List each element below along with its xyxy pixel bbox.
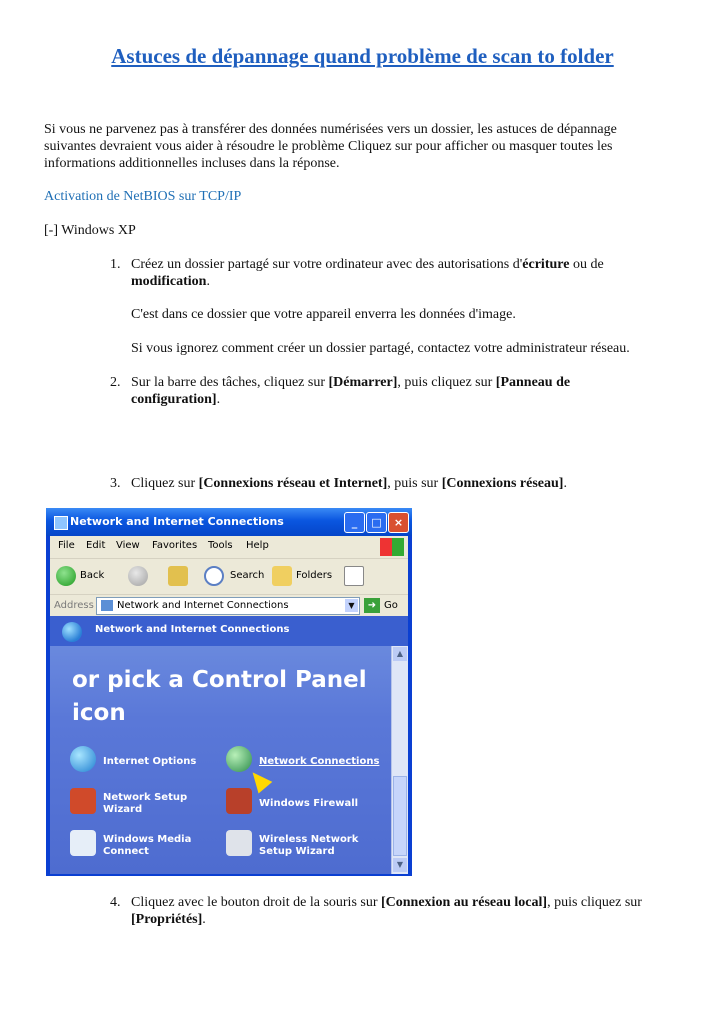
step-text: Cliquez avec le bouton droit de la souris sur <box>131 895 381 910</box>
intro-line: Si vous ne parvenez pas à transférer des données numérisées vers un dossier, les astuces de dépannage <box>44 122 617 137</box>
step-text: . <box>206 274 210 289</box>
up-folder-icon <box>168 566 188 586</box>
scroll-thumb <box>393 776 407 856</box>
intro-paragraph <box>44 121 684 172</box>
step-text: . <box>202 912 206 927</box>
step-bold: modification <box>131 274 207 289</box>
folders-label: Folders <box>296 570 333 581</box>
netbios-link[interactable]: Activation de NetBIOS sur TCP/IP <box>44 189 242 204</box>
media-connect-icon <box>70 830 96 856</box>
step-2-text <box>131 374 676 408</box>
folder-icon <box>54 516 68 530</box>
menu-tools: Tools <box>208 540 233 551</box>
menu-edit: Edit <box>86 540 106 551</box>
step-4-text <box>131 894 676 928</box>
views-icon <box>344 566 364 586</box>
minimize-icon: _ <box>344 512 365 533</box>
firewall-icon <box>226 788 252 814</box>
step-bold: configuration] <box>131 392 217 407</box>
folders-icon <box>272 566 292 586</box>
step-text: . <box>216 392 221 407</box>
step-1-note: Si vous ignorez comment créer un dossier partagé, contactez votre administrateur réseau. <box>131 341 630 356</box>
step-text: Cliquez sur <box>131 476 199 491</box>
content-pane <box>50 616 408 874</box>
network-setup-icon <box>70 788 96 814</box>
step-bold: [Connexions réseau et Internet] <box>198 476 388 491</box>
address-label: Address <box>54 600 94 611</box>
step-number: 1. <box>110 257 121 272</box>
step-1-text <box>131 256 676 290</box>
step-1-note: C'est dans ce dossier que votre appareil enverra les données d'image. <box>131 307 516 322</box>
step-bold: [Connexion au réseau local] <box>381 895 548 910</box>
toolbar <box>50 558 408 595</box>
internet-options-icon <box>70 746 96 772</box>
control-panel-icon <box>101 600 113 611</box>
maximize-icon: □ <box>366 512 387 533</box>
address-bar <box>50 594 408 617</box>
close-icon: × <box>388 512 409 533</box>
windows-flag-icon <box>380 538 404 556</box>
internet-options-item: Internet Options <box>103 756 197 767</box>
step-text: . <box>563 476 567 491</box>
wireless-setup-item <box>259 834 358 858</box>
window-title: Network and Internet Connections <box>70 515 284 528</box>
network-connections-item: Network Connections <box>259 756 380 767</box>
step-text: , puis cliquez sur <box>397 375 496 390</box>
pick-icon-heading <box>72 664 367 730</box>
go-label: Go <box>384 600 398 611</box>
network-connections-icon <box>226 746 252 772</box>
step-text: , puis cliquez sur <box>547 895 642 910</box>
chevron-down-icon: ▼ <box>345 599 358 612</box>
menu-help: Help <box>246 540 269 551</box>
heading-line: icon <box>72 700 126 726</box>
step-bold: [Propriétés] <box>131 912 203 927</box>
menu-file: File <box>58 540 75 551</box>
wireless-icon <box>226 830 252 856</box>
item-line: Wizard <box>103 804 143 815</box>
scrollbar <box>391 646 408 874</box>
step-bold: [Démarrer] <box>328 375 398 390</box>
step-number: 2. <box>110 375 121 390</box>
step-bold: [Connexions réseau] <box>441 476 564 491</box>
step-text: Créez un dossier partagé sur votre ordinateur avec des autorisations d' <box>131 257 523 272</box>
search-icon <box>204 566 224 586</box>
intro-line: suivantes devraient vous aider à résoudre le problème Cliquez sur pour afficher ou masquer toutes les <box>44 139 613 154</box>
xp-window-screenshot <box>46 508 412 876</box>
menu-favorites: Favorites <box>152 540 198 551</box>
step-text: Sur la barre des tâches, cliquez sur <box>131 375 329 390</box>
step-number: 3. <box>110 476 121 491</box>
go-arrow-icon: ➜ <box>364 598 380 613</box>
item-line: Wireless Network <box>259 834 359 845</box>
windows-xp-toggle[interactable]: [-] Windows XP <box>44 223 136 238</box>
address-value: Network and Internet Connections <box>117 600 289 611</box>
item-line: Network Setup <box>103 792 188 803</box>
step-bold: écriture <box>522 257 570 272</box>
scroll-up-icon: ▲ <box>393 647 407 661</box>
step-text: ou de <box>569 257 604 272</box>
windows-firewall-item: Windows Firewall <box>259 798 359 809</box>
menu-bar <box>50 536 408 558</box>
item-line: Setup Wizard <box>259 846 335 857</box>
step-bold: [Panneau de <box>495 375 571 390</box>
content-header-title: Network and Internet Connections <box>95 624 290 635</box>
address-field <box>96 597 360 615</box>
search-label: Search <box>230 570 265 581</box>
forward-arrow-icon <box>128 566 148 586</box>
network-setup-item <box>103 792 187 816</box>
item-line: Connect <box>103 846 149 857</box>
menu-view: View <box>116 540 140 551</box>
title-bar <box>46 508 412 536</box>
intro-line: informations additionnelles incluses dans la réponse. <box>44 156 340 171</box>
step-number: 4. <box>110 895 121 910</box>
document-title: Astuces de dépannage quand problème de scan to folder <box>111 44 614 68</box>
content-header <box>50 616 408 646</box>
heading-line: or pick a Control Panel <box>72 667 367 693</box>
back-label: Back <box>80 570 105 581</box>
back-arrow-icon <box>56 566 76 586</box>
network-globe-icon <box>62 622 82 642</box>
item-line: Windows Media <box>103 834 192 845</box>
windows-media-connect-item <box>103 834 191 858</box>
step-3-text <box>131 475 676 492</box>
scroll-down-icon: ▼ <box>393 858 407 872</box>
step-text: , puis sur <box>387 476 442 491</box>
